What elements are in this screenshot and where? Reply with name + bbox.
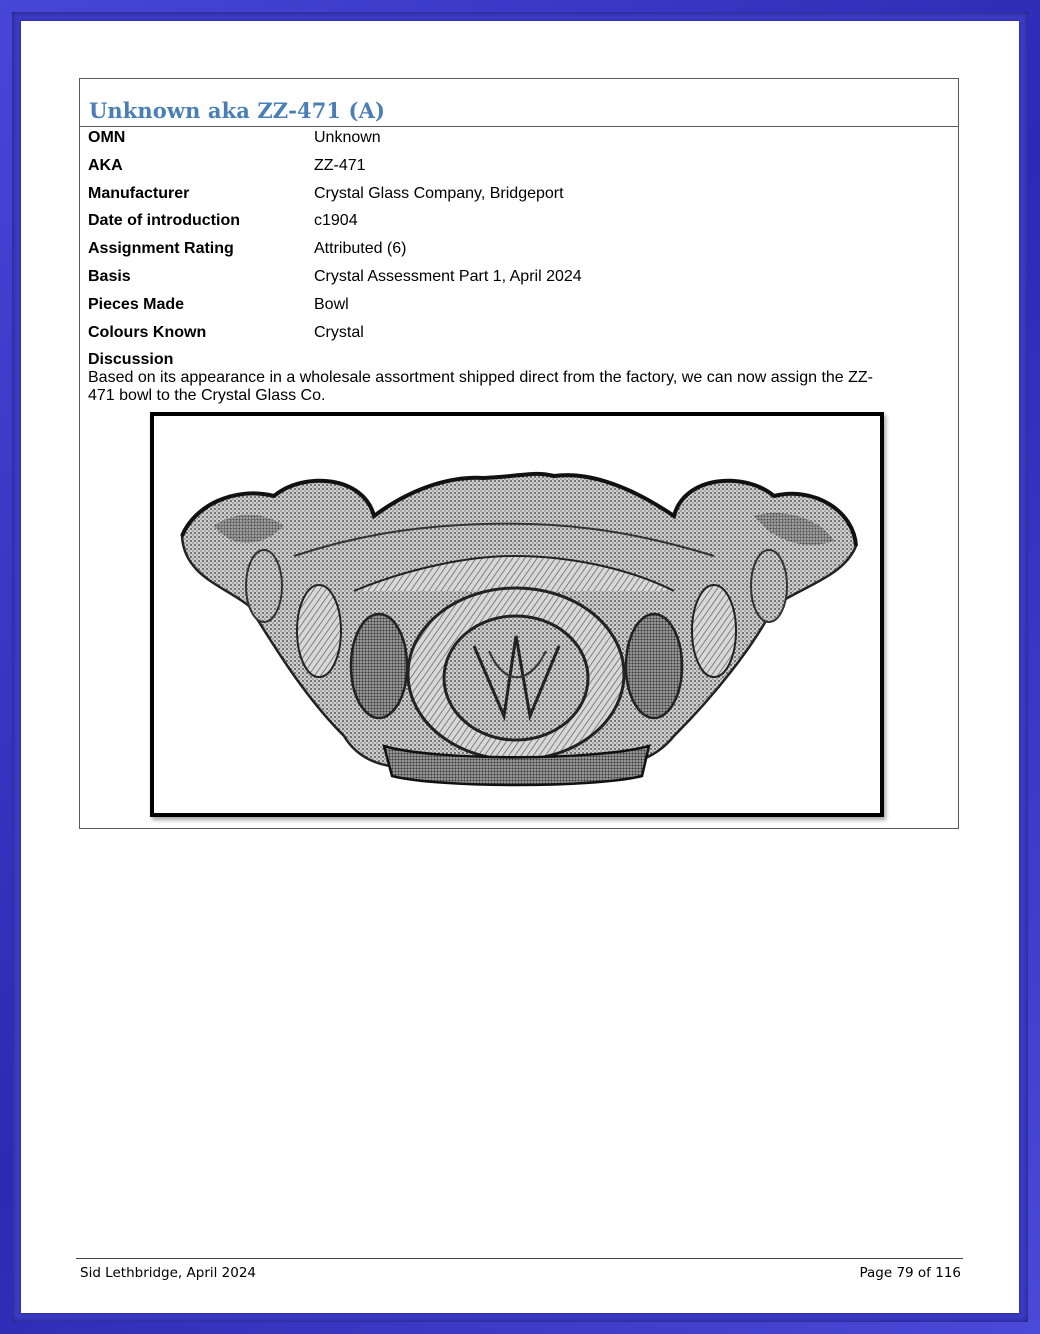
field-value: Crystal [314, 323, 364, 341]
title-row [80, 79, 958, 127]
field-value: c1904 [314, 212, 358, 230]
field-key: Pieces Made [88, 295, 185, 313]
document-page [21, 21, 1019, 1313]
field-key: Colours Known [88, 323, 207, 341]
field-omn [80, 127, 958, 155]
footer-page-number: Page 79 of 116 [859, 1265, 961, 1281]
glass-bowl-illustration-icon [154, 416, 880, 813]
field-list [80, 127, 958, 349]
pattern-record-box [79, 78, 959, 829]
field-value: Crystal Glass Company, Bridgeport [314, 184, 564, 202]
field-value: ZZ-471 [314, 156, 366, 174]
field-colours [80, 322, 958, 350]
field-key: Assignment Rating [88, 240, 234, 258]
field-basis [80, 266, 958, 294]
field-key: OMN [88, 129, 126, 146]
discussion-line-1: Based on its appearance in a wholesale assortment shipped direct from the factory, we can now assign the ZZ- [88, 369, 873, 386]
field-pieces [80, 294, 958, 322]
bowl-picture [150, 412, 884, 817]
field-value: Attributed (6) [314, 240, 407, 258]
field-key: Manufacturer [88, 184, 190, 202]
field-aka [80, 155, 958, 183]
field-key: Basis [88, 267, 131, 285]
field-value: Bowl [314, 295, 349, 313]
field-rating [80, 238, 958, 266]
record-title: Unknown aka ZZ-471 (A) [89, 98, 386, 123]
discussion-section [88, 351, 908, 405]
field-value: Unknown [314, 129, 381, 146]
field-date [80, 210, 958, 238]
field-value: Crystal Assessment Part 1, April 2024 [314, 267, 582, 285]
footer-author: Sid Lethbridge, April 2024 [80, 1265, 257, 1281]
footer-divider [76, 1258, 963, 1259]
discussion-line-2: 471 bowl to the Crystal Glass Co. [88, 387, 326, 404]
field-key: AKA [88, 156, 123, 174]
discussion-heading: Discussion [88, 351, 174, 368]
field-key: Date of introduction [88, 212, 240, 230]
field-manufacturer [80, 183, 958, 211]
